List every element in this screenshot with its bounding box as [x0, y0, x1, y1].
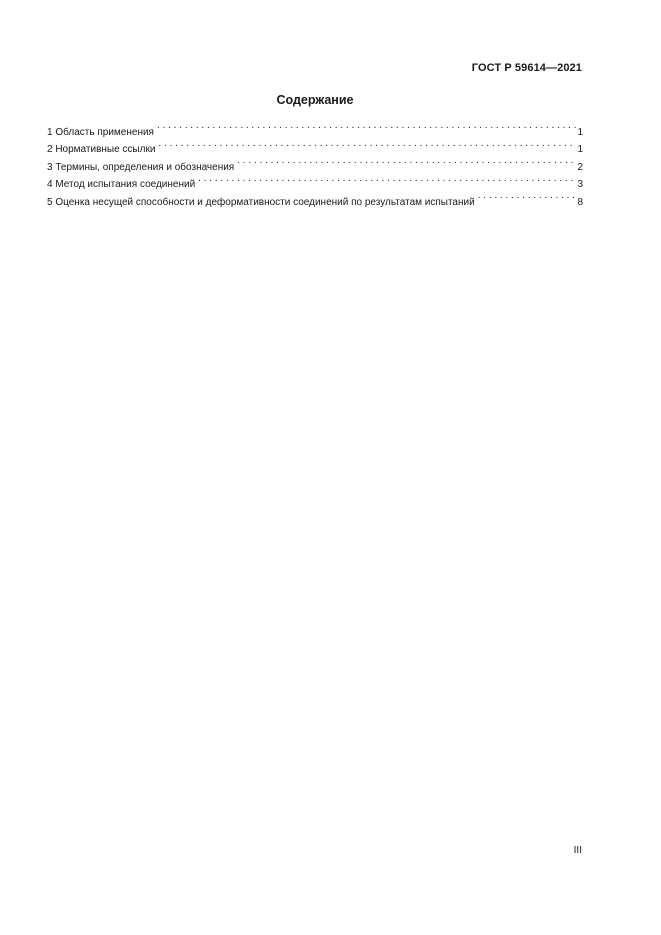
toc-leader-dots [237, 152, 576, 170]
toc-entry-page: 1 [577, 144, 583, 155]
toc-entry-label: 2 Нормативные ссылки [47, 144, 156, 155]
toc-entry-label: 1 Область применения [47, 126, 154, 138]
toc-leader-dots [198, 170, 576, 188]
document-code: ГОСТ Р 59614—2021 [471, 62, 582, 74]
toc-entry-page: 3 [577, 179, 583, 190]
toc-leader-dots [158, 135, 576, 153]
toc-entry-label: 3 Термины, определения и обозначения [47, 161, 235, 173]
toc-entry-page: 8 [577, 196, 583, 208]
toc-entry[interactable] [47, 117, 583, 138]
toc-entry-label: 5 Оценка несущей способности и деформативности соединений по результатам испытаний [47, 196, 475, 208]
toc-entry-page: 2 [577, 161, 583, 173]
toc-entry-label: 4 Метод испытания соединений [47, 179, 196, 190]
toc-entry-page: 1 [577, 126, 583, 138]
toc-leader-dots [157, 117, 576, 135]
toc-list [47, 117, 583, 208]
page-number: III [573, 845, 582, 856]
toc-leader-dots [478, 187, 577, 205]
toc-title: Содержание [276, 93, 354, 107]
